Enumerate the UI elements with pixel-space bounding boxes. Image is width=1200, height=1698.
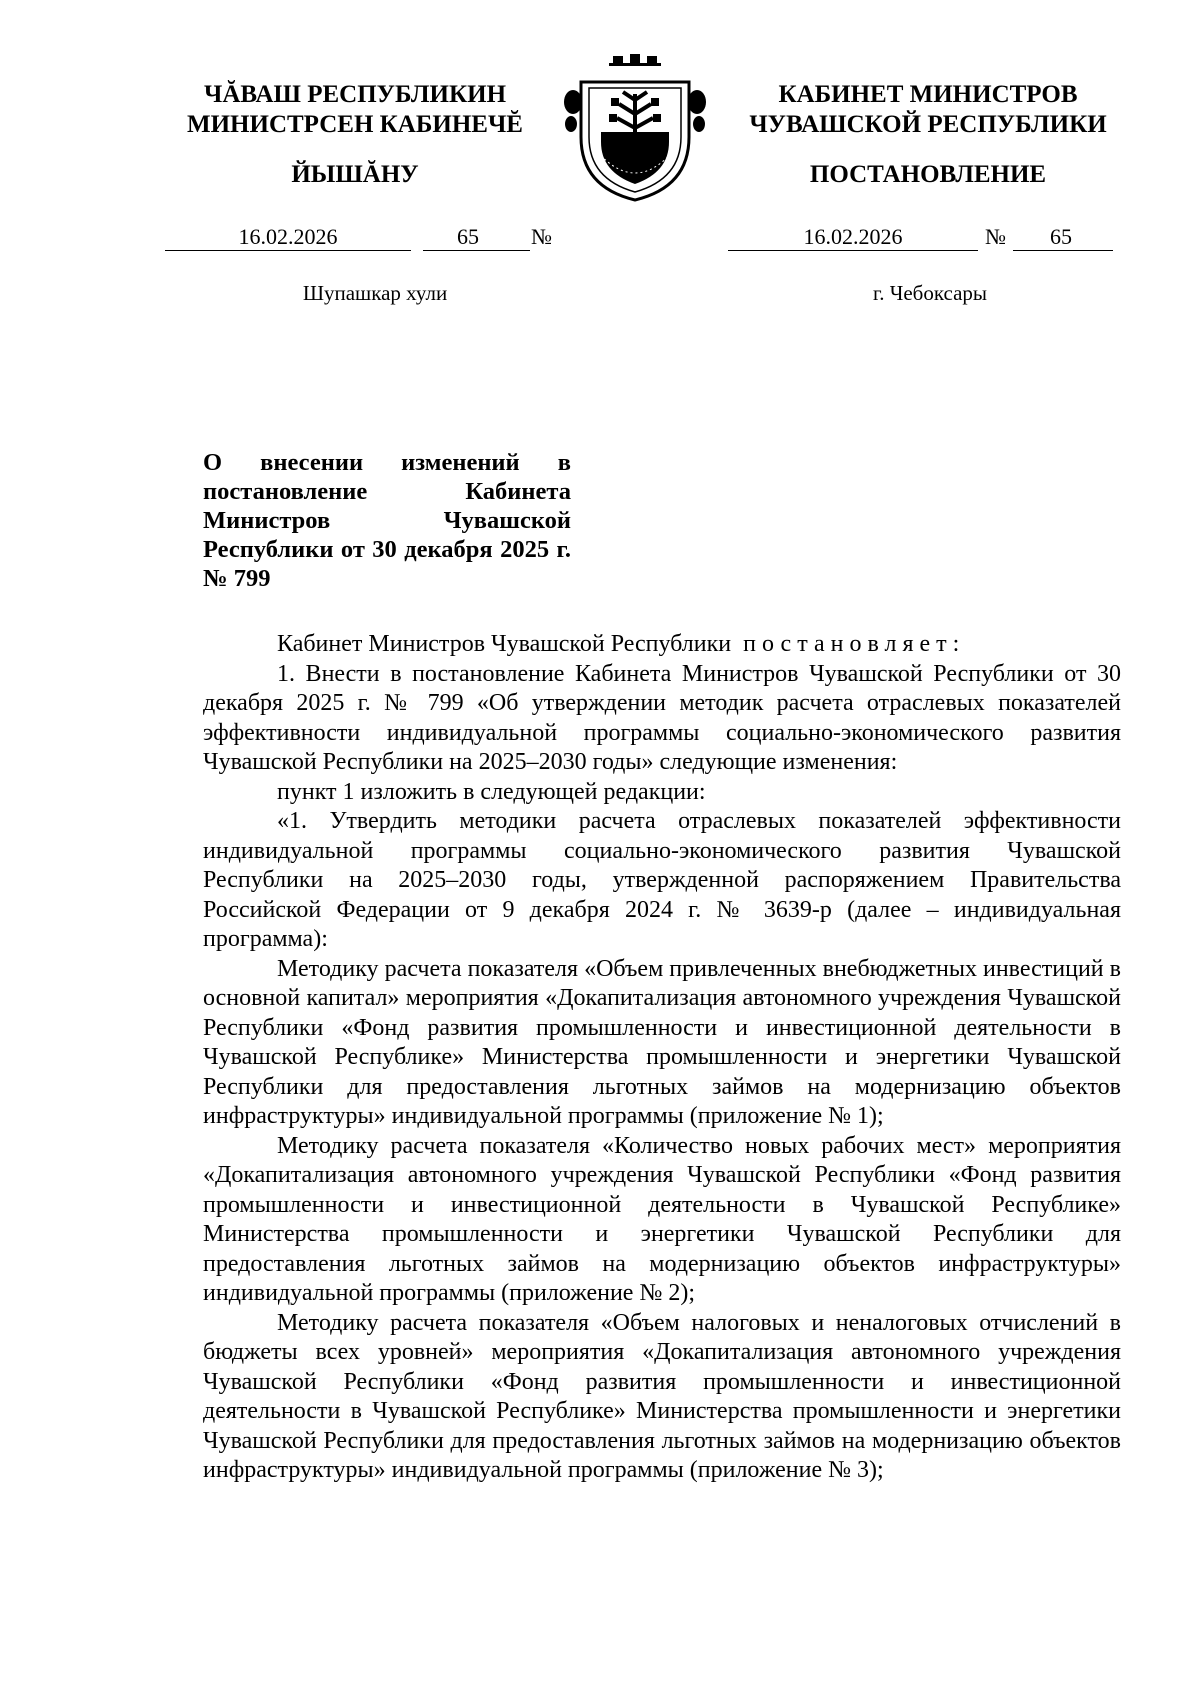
intro-subject: Кабинет Министров Чувашской Республики xyxy=(277,631,732,657)
paragraph-1: 1. Внести в постановление Кабинета Министров Чувашской Республики от 30 декабря 2025 г. № 799 «Об утверждении методик расчета отраслевых показателей эффективности индивидуальной программы социально-экономического развития Чувашской Республики на 2025–2030 годы» следующие изменения: xyxy=(203,660,1121,775)
paragraph-3: «1. Утвердить методики расчета отраслевых показателей эффективности индивидуальной программы социально-экономического развития Чувашской Республики на 2025–2030 годы, утвержденной распоряжением Правительства Российской Федерации от 9 декабря 2024 г. № 3639-р (далее – индивидуальная программа): xyxy=(203,808,1121,952)
header-right-line1: КАБИНЕТ МИНИСТРОВ xyxy=(778,81,1078,108)
place-left: Шупашкар хули xyxy=(302,281,448,305)
right-number: 65 xyxy=(1050,224,1072,249)
left-number-sign: № xyxy=(531,224,552,249)
paragraph-4: Методику расчета показателя «Объем привлеченных внебюджетных инвестиций в основной капитал» мероприятия «Докапитализация автономного учреждения Чувашской Республики «Фонд развития промышленности и инвестиционной деятельности в Чувашской Республике» Министерства промышленности и энергетики Чувашской Республики для предоставления льготных займов на модернизацию объектов инфраструктуры» индивидуальной программы (приложение № 1); xyxy=(203,955,1121,1129)
header-right-line2: ЧУВАШСКОЙ РЕСПУБЛИКИ xyxy=(749,111,1107,138)
header-right-org xyxy=(728,80,1128,140)
left-date: 16.02.2026 xyxy=(238,224,338,249)
place-right: г. Чебоксары xyxy=(872,281,988,305)
header-left-org xyxy=(150,80,560,140)
paragraph-2: пункт 1 изложить в следующей редакции: xyxy=(277,778,706,805)
paragraph-6: Методику расчета показателя «Объем налоговых и неналоговых отчислений в бюджеты всех уровней» мероприятия «Докапитализация автономного учреждения Чувашской Республики «Фонд развития промышленности и инвестиционной деятельности в Чувашской Республике» Министерства промышленности и энергетики Чувашской Республики для предоставления льготных займов на модернизацию объектов инфраструктуры» индивидуальной программы (приложение № 3); xyxy=(203,1309,1121,1483)
intro-verb: постановляет: xyxy=(743,631,966,657)
right-number-sign: № xyxy=(985,224,1006,249)
header-right-doc-type: ПОСТАНОВЛЕНИЕ xyxy=(809,161,1047,188)
left-number: 65 xyxy=(457,224,479,249)
right-date: 16.02.2026 xyxy=(803,224,903,249)
document-body xyxy=(203,630,1121,1486)
chuvash-emblem-icon xyxy=(561,52,709,204)
document-title: О внесении изменений в постановление Кабинета Министров Чувашской Республики от 30 декабря 2025 г. № 799 xyxy=(203,449,571,592)
paragraph-5: Методику расчета показателя «Количество новых рабочих мест» мероприятия «Докапитализация автономного учреждения Чувашской Республики «Фонд развития промышленности и инвестиционной деятельности в Чувашской Республике» Министерства промышленности и энергетики Чувашской Республики для предоставления льготных займов на модернизацию объектов инфраструктуры» индивидуальной программы (приложение № 2); xyxy=(203,1132,1121,1306)
header-left-line2: МИНИСТРСЕН КАБИНЕЧĔ xyxy=(187,111,523,138)
header-left-line1: ЧĂВАШ РЕСПУБЛИКИН xyxy=(203,81,507,108)
header-left-doc-type: ЙЫШĂНУ xyxy=(291,161,419,188)
intro-paragraph xyxy=(203,630,1121,660)
